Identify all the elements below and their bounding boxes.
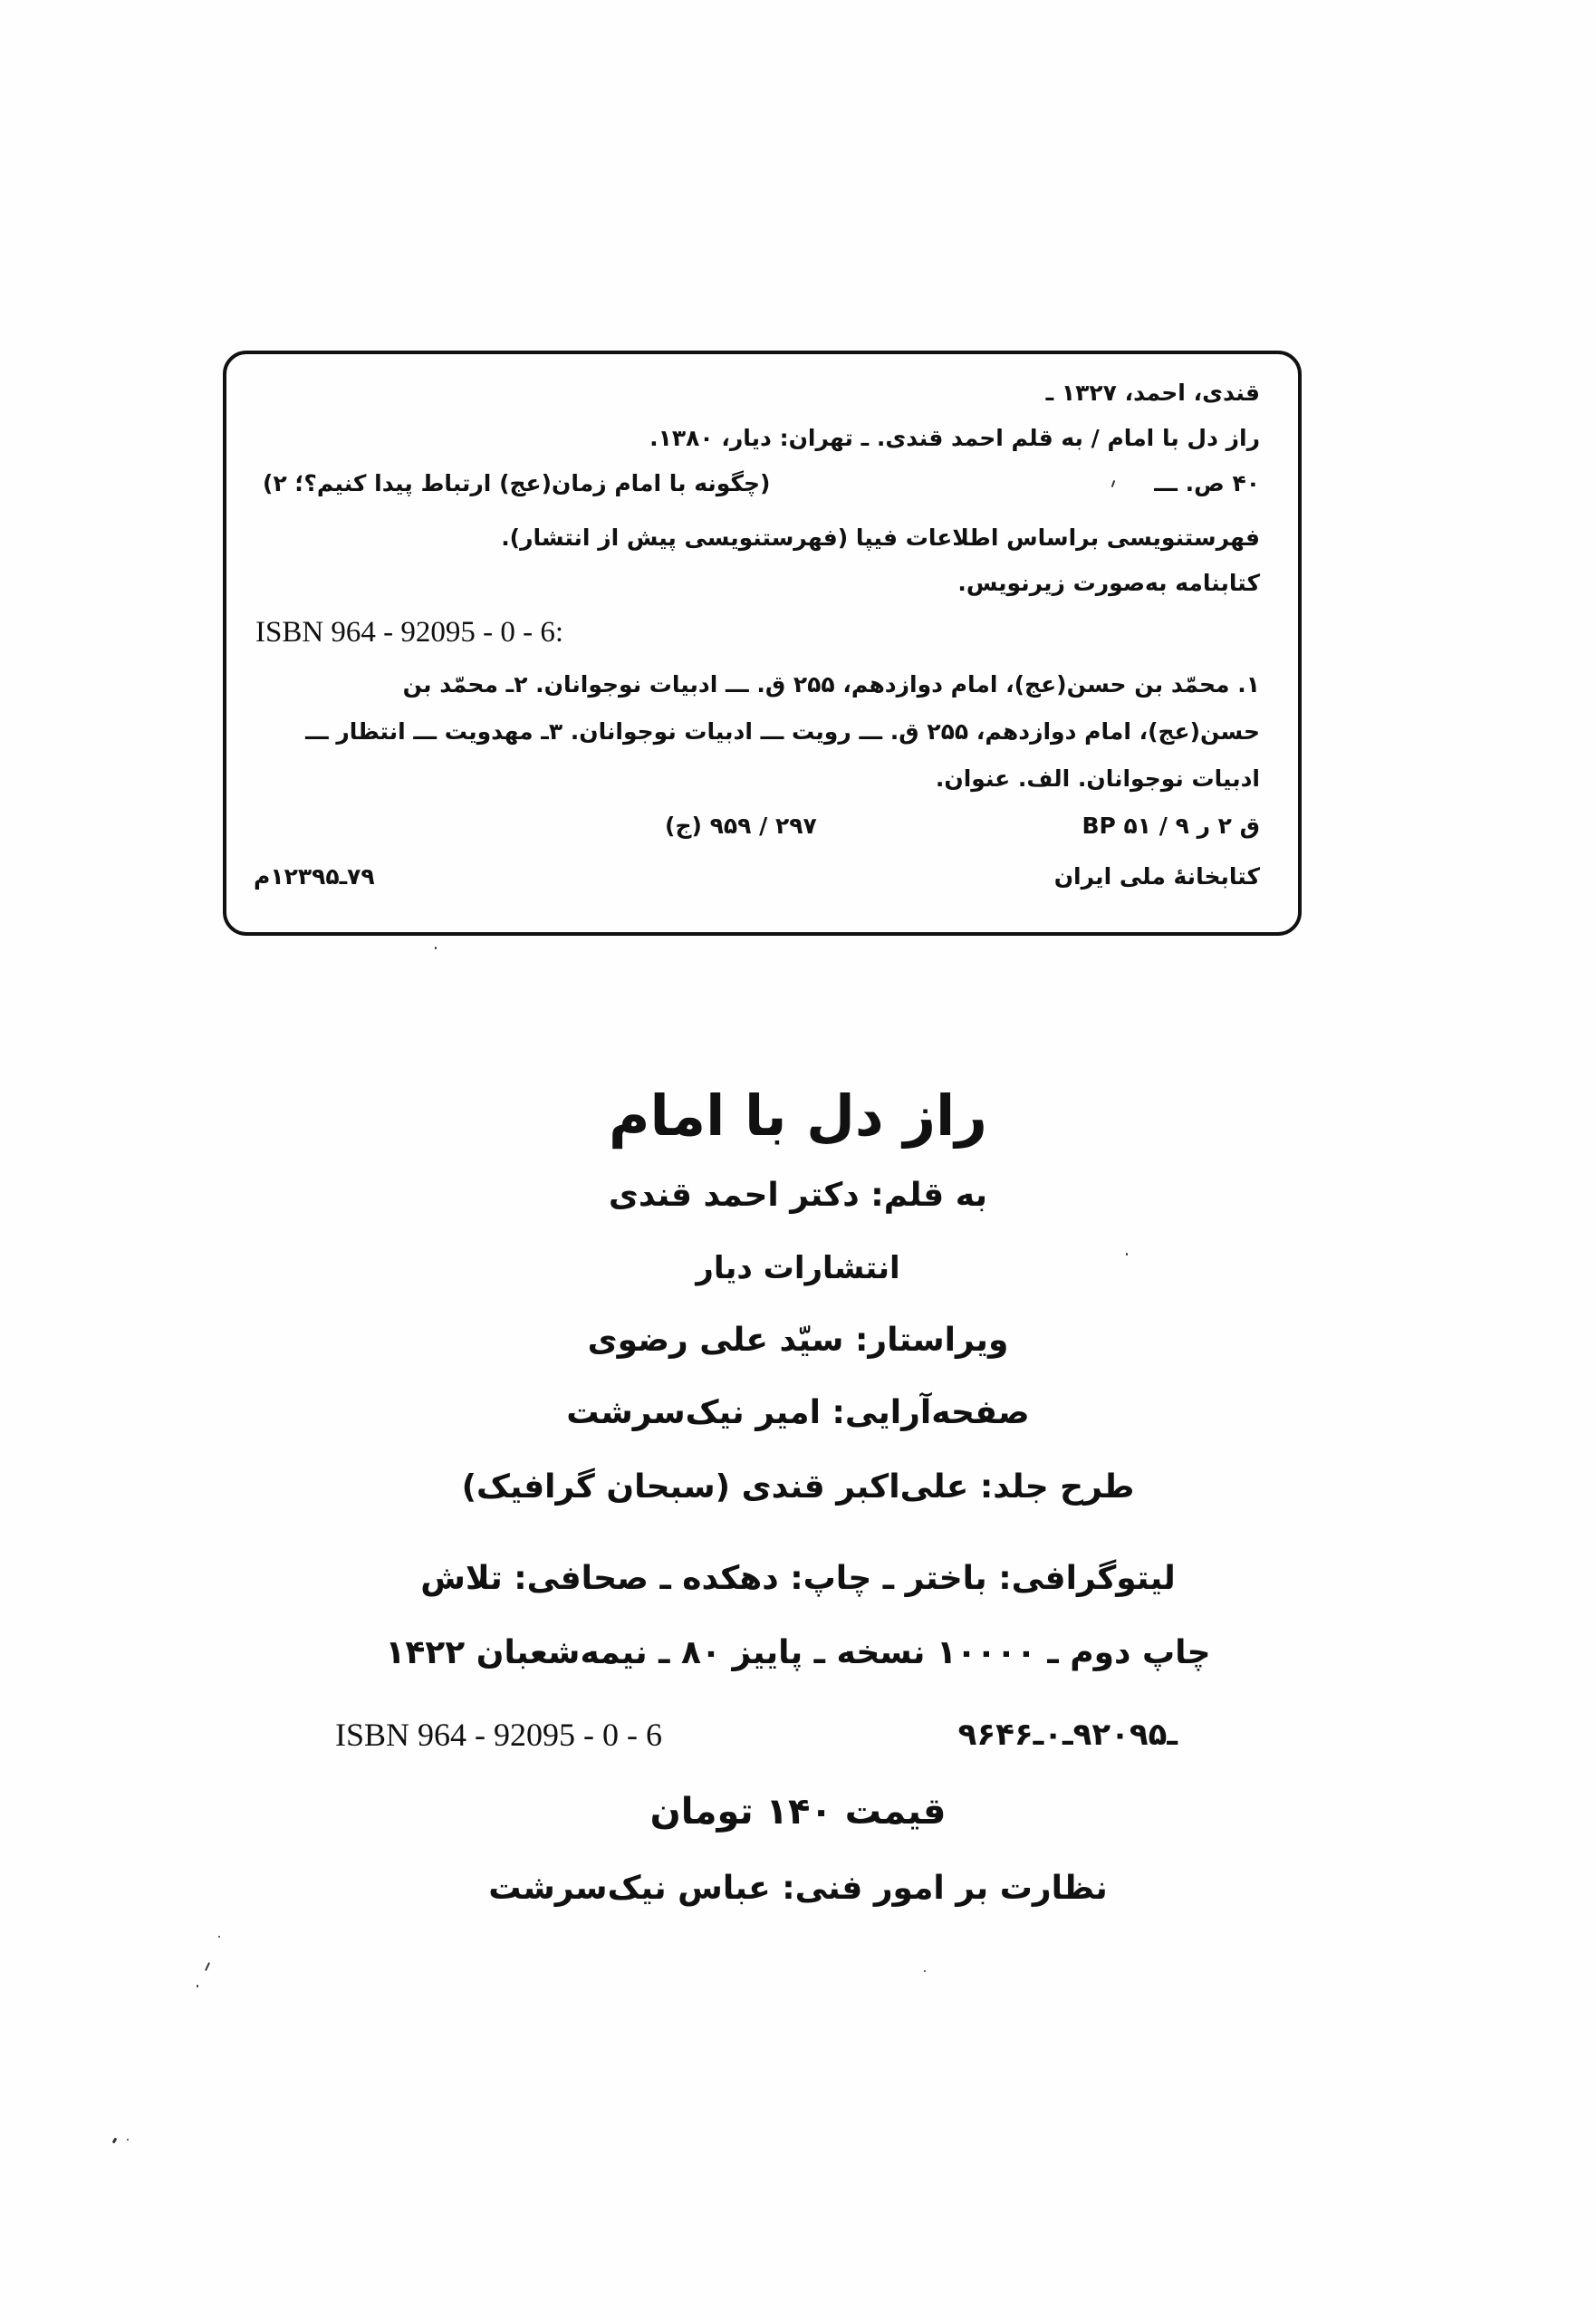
- cip-record-number: ۷۹ـ۱۲۳۹۵م: [254, 863, 375, 890]
- isbn-persian: ۹۶۴ـ۹۲۰۹۵ـ۰ـ۶: [957, 1717, 1178, 1753]
- scan-artifact: [112, 2138, 118, 2144]
- cip-lc-class: BP ۵۱ / ۹ ق ۲ ر: [1082, 813, 1260, 839]
- cip-fipa-note: فهرستنویسی براساس اطلاعات فیپا (فهرستنویسی پیش از انتشار).: [501, 524, 1260, 551]
- scan-artifact: [1126, 1253, 1128, 1256]
- isbn-latin: ISBN 964 - 92095 - 0 - 6: [335, 1717, 662, 1753]
- scan-artifact: [197, 1985, 198, 1987]
- editor-credit: ویراستار: سیّد علی رضوی: [587, 1322, 1009, 1359]
- cip-subjects-line-1: ۱. محمّد بن حسن(عج)، امام دوازدهم، ۲۵۵ ق. ـــ ادبیات نوجوانان. ۲ـ محمّد بن: [402, 671, 1260, 698]
- cip-dewey-class: (ج) ۲۹۷ / ۹۵۹: [665, 813, 817, 839]
- cip-isbn: ISBN 964 - 92095 - 0 - 6:: [255, 616, 564, 649]
- cip-subjects-line-3: ادبیات نوجوانان. الف. عنوان.: [935, 765, 1260, 792]
- cip-pages: ۴۰ ص. ـــ: [1154, 470, 1260, 496]
- price: قیمت ۱۴۰ تومان: [649, 1791, 947, 1833]
- cip-title-line: راز دل با امام / به قلم احمد قندی. ـ تهران: دیار، ۱۳۸۰.: [649, 425, 1260, 451]
- cover-design-credit: طرح جلد: علی‌اکبر قندی (سبحان گرافیک): [461, 1468, 1135, 1506]
- scan-artifact: [435, 947, 437, 949]
- printing-credit: لیتوگرافی: باختر ـ چاپ: دهکده ـ صحافی: تلاش: [420, 1560, 1176, 1597]
- publisher-credit: انتشارات دیار: [696, 1250, 900, 1286]
- layout-credit: صفحه‌آرایی: امیر نیک‌سرشت: [566, 1394, 1030, 1431]
- scan-artifact: [924, 1970, 926, 1972]
- cip-bibliography-note: کتابنامه به‌صورت زیرنویس.: [957, 570, 1260, 596]
- cip-record-box: [223, 351, 1302, 936]
- cip-subjects-line-2: حسن(عج)، امام دوازدهم، ۲۵۵ ق. ـــ رویت ـــ ادبیات نوجوانان. ۳ـ مهدویت ـــ انتظار ـــ: [305, 718, 1260, 745]
- cip-series: (چگونه با امام زمان(عج) ارتباط پیدا کنیم؟؛ ۲): [263, 470, 771, 496]
- cip-library: کتابخانهٔ ملی ایران: [1053, 863, 1260, 890]
- isbn-row: [335, 1712, 1178, 1757]
- technical-supervision-credit: نظارت بر امور فنی: عباس نیک‌سرشت: [488, 1870, 1108, 1907]
- scan-artifact: [205, 1962, 210, 1971]
- author-credit: به قلم: دکتر احمد قندی: [608, 1177, 988, 1214]
- edition-info: چاپ دوم ـ ۱۰۰۰۰ نسخه ـ پاییز ۸۰ ـ نیمه‌شعبان ۱۴۲۲: [385, 1634, 1211, 1671]
- book-title: راز دل با امام: [609, 1083, 987, 1149]
- scan-artifact: [218, 1936, 220, 1938]
- scan-artifact: [127, 2139, 129, 2141]
- cip-author-line: قندی، احمد، ۱۳۲۷ ـ: [1045, 380, 1260, 406]
